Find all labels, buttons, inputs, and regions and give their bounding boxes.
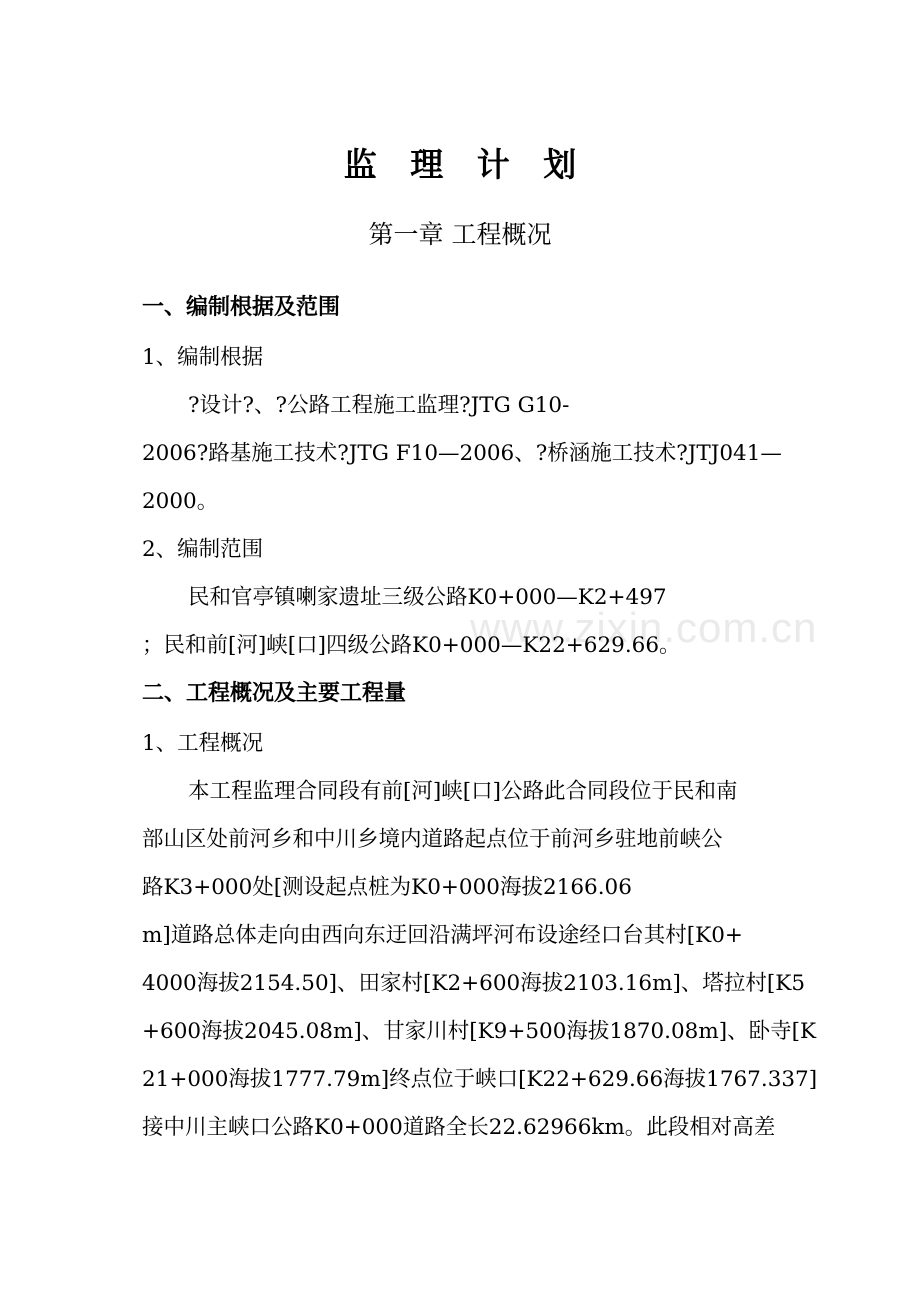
paragraph-line: 民和官亭镇喇家遗址三级公路K0+000—K2+497 [188,585,667,610]
subsection-label: 1、工程概况 [142,731,264,756]
paragraph-line: ；民和前[河]峡[口]四级公路K0+000—K22+629.66。 [142,633,681,658]
document-title: 监 理 计 划 [343,145,588,184]
paragraph-line: 21+000海拔1777.79m]终点位于峡口[K22+629.66海拔1767.337] [142,1067,818,1092]
paragraph-line: 本工程监理合同段有前[河]峡[口]公路此合同段位于民和南 [188,779,738,804]
paragraph-line: ?设计?、?公路工程施工监理?JTG G10- [188,393,570,418]
chapter-heading: 第一章 工程概况 [368,220,552,249]
paragraph-line: 路K3+000处[测设起点桩为K0+000海拔2166.06 [142,875,632,900]
paragraph-line: 2000。 [142,489,219,514]
paragraph-line: +600海拔2045.08m]、甘家川村[K9+500海拔1870.08m]、卧寺[K [142,1019,817,1044]
paragraph-line: 接中川主峡口公路K0+000道路全长22.62966km。此段相对高差 [142,1115,776,1140]
watermark: www.zixin.com.cn [470,604,818,651]
section-heading-1: 一、编制根据及范围 [142,295,341,320]
paragraph-line: 2006?路基施工技术?JTG F10—2006、?桥涵施工技术?JTJ041— [142,441,782,466]
subsection-label: 2、编制范围 [142,537,264,562]
paragraph-line: 部山区处前河乡和中川乡境内道路起点位于前河乡驻地前峡公 [142,827,723,852]
section-heading-2: 二、工程概况及主要工程量 [142,681,407,706]
paragraph-line: m]道路总体走向由西向东迂回沿满坪河布设途经口台其村[K0+ [142,923,743,948]
subsection-label: 1、编制根据 [142,345,264,370]
paragraph-line: 4000海拔2154.50]、田家村[K2+600海拔2103.16m]、塔拉村[K5 [142,971,806,996]
